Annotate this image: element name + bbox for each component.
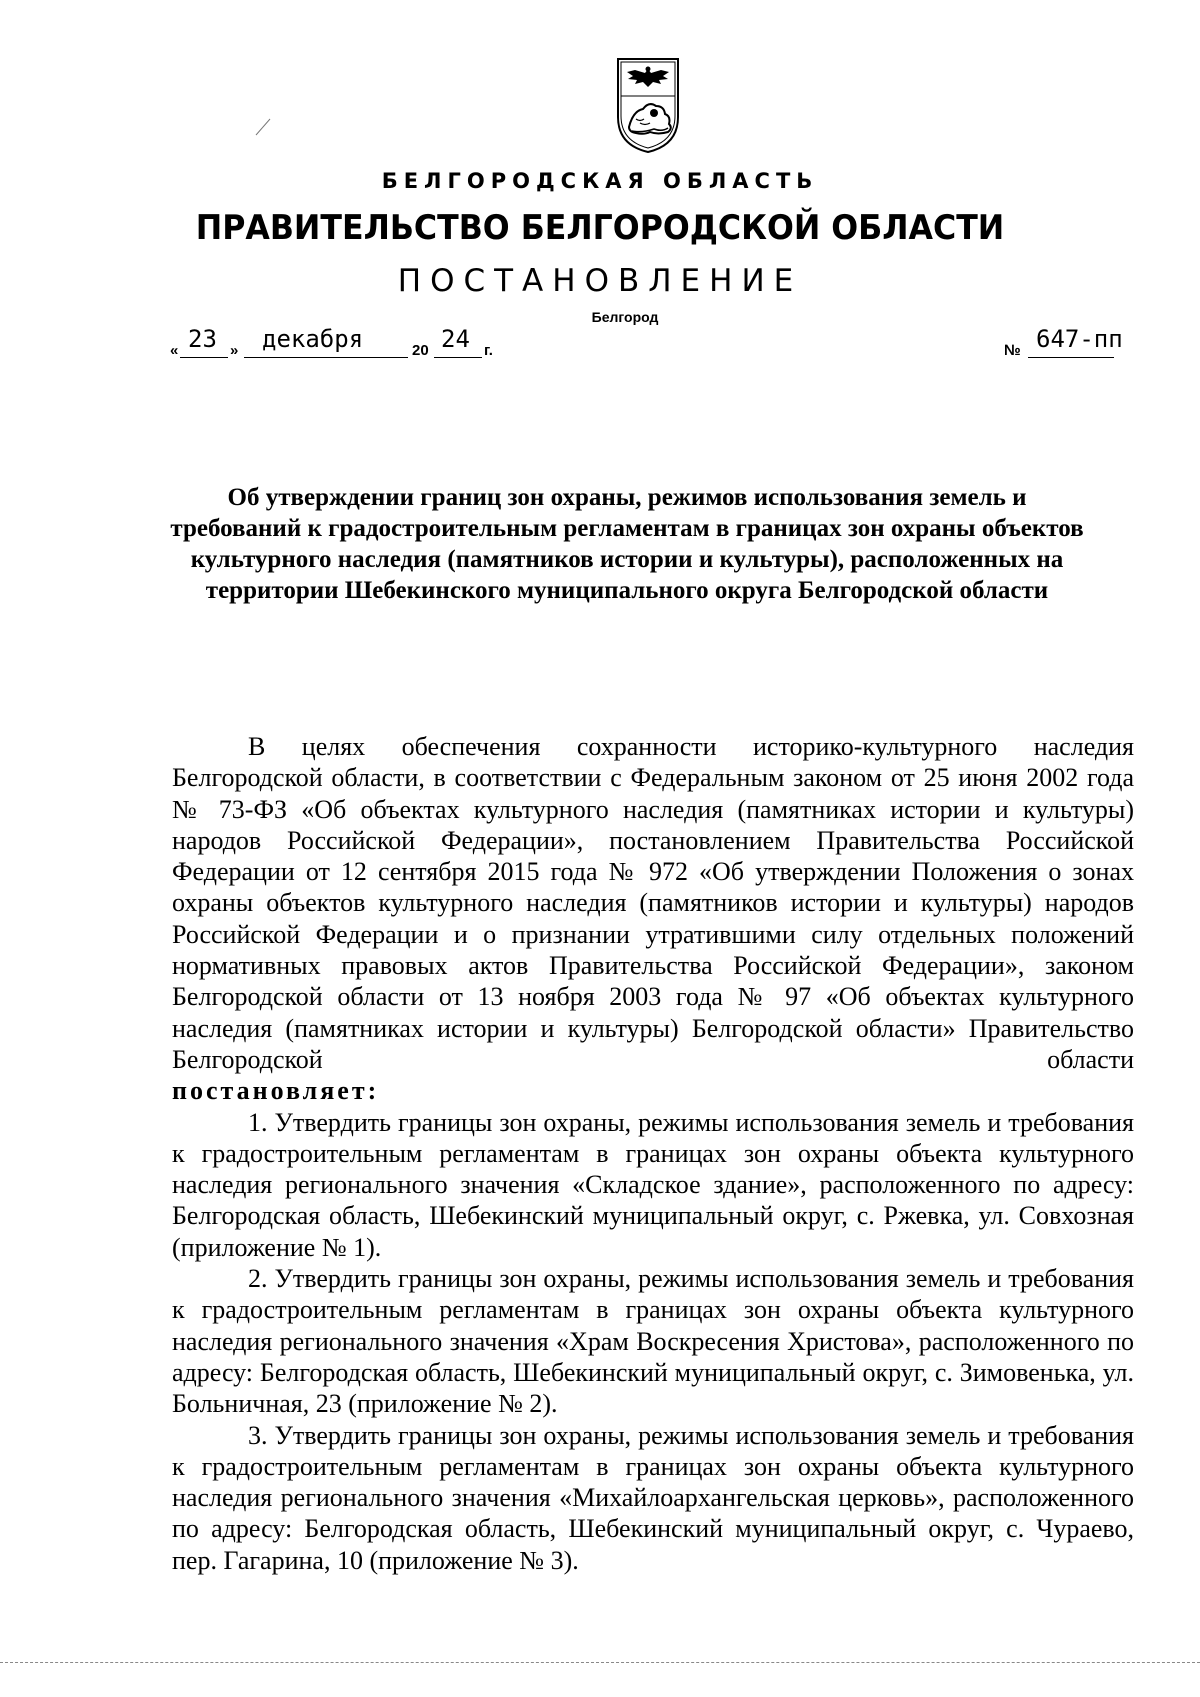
- month-underline: [244, 357, 408, 358]
- year-underline: [434, 357, 482, 358]
- document-body: [172, 731, 1134, 1576]
- preamble-paragraph: В целях обеспечения сохранности историко-культурного наследия Белгородской области, в соответствии с Федеральным законом от 25 июня 2002 года № 73-ФЗ «Об объектах культурного наследия (памятниках истории и культуры) народов Российской Федерации», постановлением Правительства Российской Федерации от 12 сентября 2015 года № 972 «Об утверждении Положения о зонах охраны объектов культурного наследия (памятников истории и культуры) народов Российской Федерации и о признании утратившими силу отдельных положений нормативных правовых актов Правительства Российской Федерации», законом Белгородской области от 13 ноября 2003 года № 97 «Об объектах культурного наследия (памятниках истории и культуры) Белгородской области» Правительство Белгородской области: [172, 732, 1134, 1074]
- list-item: 2. Утвердить границы зон охраны, режимы использования земель и требования к градостроительным регламентам в границах зон охраны объекта культурного наследия регионального значения «Храм Воскресения Христова», расположенного по адресу: Белгородская область, Шебекинский муниципальный округ, с. Зимовенька, ул. Больничная, 23 (приложение № 2).: [172, 1264, 1134, 1419]
- resolves-word: постановляет:: [172, 1076, 380, 1106]
- day-underline: [180, 357, 228, 358]
- month-value: декабря: [262, 325, 364, 353]
- quote-close: »: [230, 342, 239, 359]
- number-value: 647-пп: [1036, 325, 1123, 353]
- document-title: Об утверждении границ зон охраны, режимов использования земель и требований к градостроительным регламентам в границах зон охраны объектов культурного наследия (памятников истории и культуры), расположенных на территории Шебекинского муниципального округа Белгородской области: [170, 484, 1084, 604]
- year-abbr: г.: [484, 342, 493, 359]
- list-item: 1. Утвердить границы зон охраны, режимы использования земель и требования к градостроительным регламентам в границах зон охраны объекта культурного наследия регионального значения «Складское здание», расположенного по адресу: Белгородская область, Шебекинский муниципальный округ, с. Ржевка, ул. Совхозная (приложение № 1).: [172, 1107, 1134, 1262]
- quote-open: «: [170, 342, 179, 359]
- scan-edge-line: [0, 1662, 1200, 1663]
- document-type: ПОСТАНОВЛЕНИЕ: [397, 263, 803, 299]
- city-name: Белгород: [591, 309, 659, 325]
- year-prefix: 20: [412, 342, 429, 359]
- list-item: 3. Утвердить границы зон охраны, режимы использования земель и требования к градостроительным регламентам в границах зон охраны объекта культурного наследия регионального значения «Михайлоархангельская церковь», расположенного по адресу: Белгородская область, Шебекинский муниципальный округ, с. Чураево, пер. Гагарина, 10 (приложение № 3).: [172, 1420, 1134, 1575]
- scan-mark: [254, 117, 274, 137]
- year-suffix: 24: [441, 325, 470, 353]
- region-name: БЕЛГОРОДСКАЯ ОБЛАСТЬ: [381, 169, 819, 193]
- resolves-line: [172, 1075, 1134, 1106]
- number-underline: [1028, 357, 1114, 358]
- date-number-line: [0, 322, 1200, 366]
- number-label: №: [1004, 342, 1021, 359]
- coat-of-arms-icon: [612, 55, 684, 155]
- government-name: ПРАВИТЕЛЬСТВО БЕЛГОРОДСКОЙ ОБЛАСТИ: [195, 208, 1005, 248]
- day-value: 23: [188, 325, 217, 353]
